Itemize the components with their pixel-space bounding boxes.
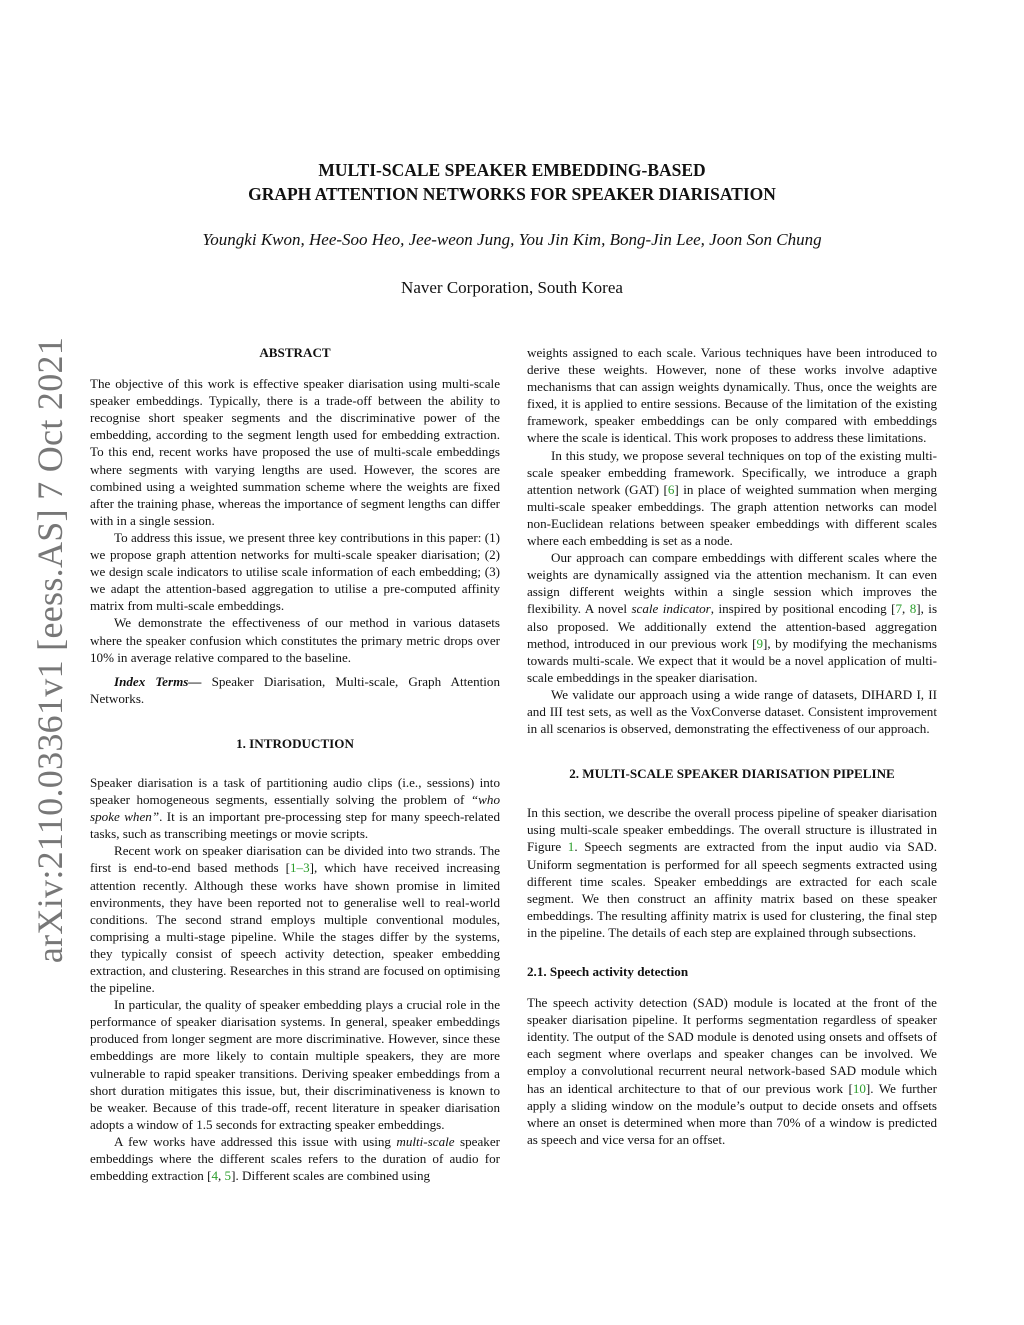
abstract-heading: ABSTRACT <box>259 345 331 360</box>
abstract-paragraph-3: We demonstrate the effectiveness of our method in various datasets where the speaker confusion which constitutes the primary metric drops over 10% in average relative compared to the baseline. <box>90 615 500 665</box>
sad-paragraph-1: The speech activity detection (SAD) module is located at the front of the speaker diarisation pipeline. It performs segmentation regardless of speaker identity. The output of the SAD module is denoted using onsets and offsets of each segment where overlaps and speaker changes can be involved. We employ a convolutional recurrent neural network-based SAD module which has an identical architecture to that of our previous work [10]. We further apply a sliding window on the module’s output to decide onsets and offsets where an onset is determined when more than 70% of a window is predicted as speech and vice versa for an offset. <box>527 995 937 1147</box>
intro-paragraph-7: Our approach can compare embeddings with different scales where the weights are dynamically assigned via the attention mechanism. It can even assign different weights within a single session which improves the flexibility. A novel scale indicator, inspired by positional encoding [7, 8], is also proposed. We additionally extend the attention-based aggregation method, introduced in our previous work [9], by modifying the mechanisms towards multi-scale. We expect that it would be a novel application of multi-scale embeddings in the speaker diarisation. <box>527 550 938 685</box>
abstract-paragraph-1: The objective of this work is effective speaker diarisation using multi-scale speaker embeddings. Typically, there is a trade-off between the ability to recognise short speaker segments and the discriminative power of the embedding, according to the segment length used for embedding extraction. To this end, recent works have proposed the use of multi-scale embeddings where segments with varying lengths are used. However, the scores are combined using a weighted summation scheme where the weights are fixed after the training phase, whereas the importance of segment lengths can differ with in a single session. <box>90 376 500 528</box>
citation-link[interactable]: 8 <box>909 601 917 617</box>
intro-paragraph-1: Speaker diarisation is a task of partitioning audio clips (i.e., sessions) into speaker homogeneous segments, essentially solving the problem of “who spoke when”. It is an important pre-processing step for many speech-related tasks, such as transcribing meetings or movie scripts. <box>90 774 500 842</box>
citation-link[interactable]: 7 <box>895 601 902 617</box>
left-column <box>90 344 500 1184</box>
title-line-1: MULTI-SCALE SPEAKER EMBEDDING-BASED <box>318 160 706 180</box>
intro-paragraph-5: weights assigned to each scale. Various techniques have been introduced to derive these weights. However, none of these works involve adaptive mechanisms that can assign weights dynamically. Thus, once the weights are fixed, it is applied to entire sessions. Because of the limitation of the existing framework, speaker embeddings can be only compared with embeddings where the scale is identical. This work proposes to address these limitations. <box>527 345 937 446</box>
abstract-paragraph-2: To address this issue, we present three key contributions in this paper: (1) we propose graph attention networks for multi-scale speaker diarisation; (2) we design scale indicators to utilise scale information of each embedding; (3) we adapt the attention-based aggregation to utilise a pre-computed affinity matrix from multi-scale embeddings. <box>90 529 500 614</box>
citation-link[interactable]: 5 <box>224 1168 232 1184</box>
citation-link[interactable]: 4 <box>211 1168 218 1184</box>
right-column <box>527 344 937 1148</box>
introduction-heading: 1. INTRODUCTION <box>236 735 354 751</box>
citation-link[interactable]: 9 <box>756 635 764 651</box>
pipeline-heading: 2. MULTI-SCALE SPEAKER DIARISATION PIPELINE <box>569 766 895 782</box>
arxiv-stamp: arXiv:2110.03361v1 [eess.AS] 7 Oct 2021 <box>30 336 70 964</box>
author-list: Youngki Kwon, Hee-Soo Heo, Jee-weon Jung, You Jin Kim, Bong-Jin Lee, Joon Son Chung <box>202 230 822 249</box>
citation-link[interactable]: 6 <box>667 481 675 497</box>
intro-paragraph-2: Recent work on speaker diarisation can be divided into two strands. The first is end-to-end based methods [1–3], which have received increasing attention recently. Although these works have shown promise in limited environments, they have been reported not to generalise well to real-world conditions. The second strand employs multiple conventional modules, comprising a multi-stage pipeline. While the stages differ by the systems, they typically consist of speech activity detection, speaker embedding extraction, and clustering. Researches in this strand are focused on optimising the pipeline. <box>90 843 501 996</box>
intro-paragraph-8: We validate our approach using a wide range of datasets, DIHARD I, II and III test sets, as well as the VoxConverse dataset. Consistent improvement in all scenarios is observed, demonstrating the effectiveness of our approach. <box>527 686 937 737</box>
figure-link[interactable]: 1 <box>567 839 575 855</box>
intro-paragraph-6: In this study, we propose several techniques on top of the existing multi-scale speaker embedding framework. Specifically, we introduce a graph attention network (GAT) [6] in place of weighted summation when merging multi-scale speaker embeddings. The graph attention networks can model non-Euclidean relations between speaker embeddings with different scales where each embedding is set as a node. <box>527 447 937 549</box>
index-terms-label: Index Terms— <box>114 673 202 689</box>
intro-paragraph-4: A few works have addressed this issue with using multi-scale speaker embeddings where the different scales refers to the duration of audio for embedding extraction [4, 5]. Different scales are combined using <box>90 1133 500 1184</box>
intro-paragraph-3: In particular, the quality of speaker embedding plays a crucial role in the performance of speaker diarisation systems. In general, speaker embeddings produced from longer segment are more discriminative. However, since these embeddings are more likely to contain multiple speakers, they are more vulnerable to rapid speaker transitions. Deriving speaker embeddings from a short duration mitigates this issue, but, their discriminativeness is known to be weaker. Because of this trade-off, recent literature in speaker diarisation adopts a window of 1.5 seconds for extracting speaker embeddings. <box>90 997 500 1132</box>
pipeline-paragraph-1: In this section, we describe the overall process pipeline of speaker diarisation using multi-scale speaker embeddings. The overall structure is illustrated in Figure 1. Speech segments are extracted from the input audio via SAD. Uniform segmentation is performed for all speech segments extracted using different time scales. Speaker embeddings are extracted for each scale segment. We then construct an affinity matrix based on these speaker embeddings. The resulting affinity matrix is used for clustering, the final step in the pipeline. The details of each step are explained through subsections. <box>527 805 937 940</box>
citation-link[interactable]: 1–3 <box>289 860 310 876</box>
index-terms-text: Speaker Diarisation, Multi-scale, Graph Attention Networks. <box>90 673 500 706</box>
citation-link[interactable]: 10 <box>852 1080 866 1096</box>
title-line-2: GRAPH ATTENTION NETWORKS FOR SPEAKER DIARISATION <box>248 184 776 204</box>
sad-heading: 2.1. Speech activity detection <box>527 964 689 979</box>
index-terms <box>90 673 500 707</box>
affiliation: Naver Corporation, South Korea <box>401 278 623 297</box>
paper-title <box>0 158 1024 206</box>
